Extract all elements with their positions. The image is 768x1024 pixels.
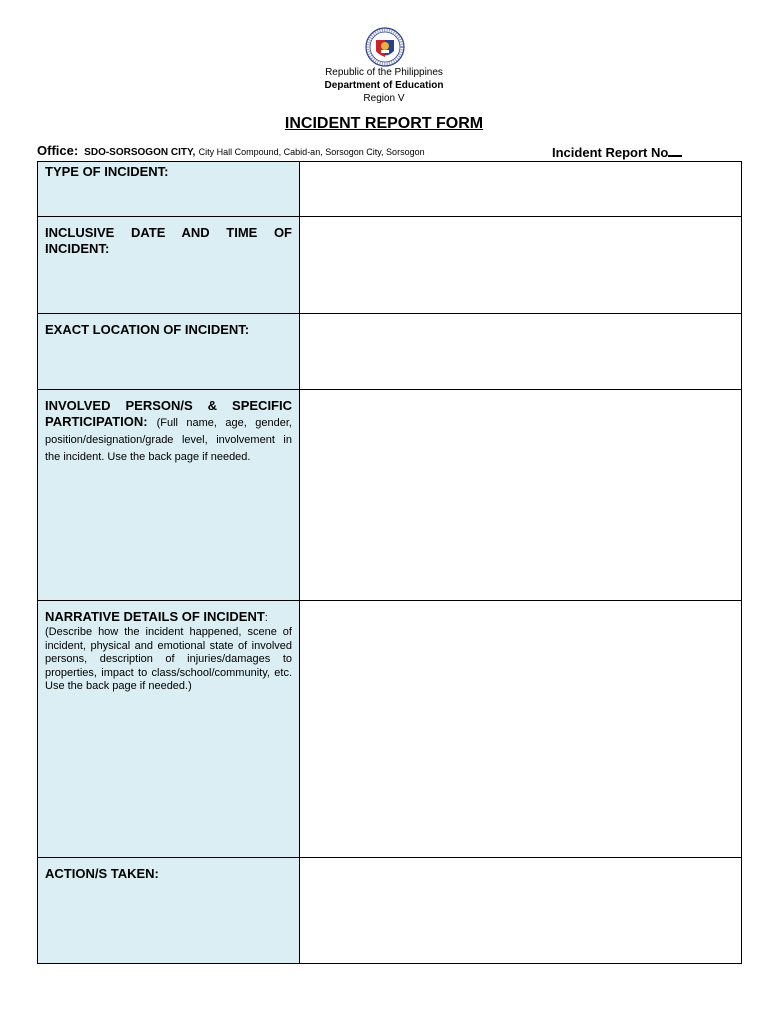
office-name: SDO-SORSOGON CITY, (84, 147, 196, 158)
report-no-blank[interactable] (668, 143, 682, 157)
actions-taken-field[interactable] (300, 858, 742, 964)
exact-location-label: EXACT LOCATION OF INCIDENT: (45, 322, 250, 337)
incident-report-number (552, 143, 682, 161)
report-no-label: Incident Report No (552, 145, 669, 160)
location-label-cell (38, 314, 300, 390)
narrative-label-cell (38, 601, 300, 858)
deped-seal-icon (360, 27, 410, 67)
form-row-involved (38, 390, 742, 601)
date-time-field[interactable] (300, 217, 742, 314)
narrative-details-colon: : (264, 612, 268, 624)
date-label-cell (38, 217, 300, 314)
type-of-incident-field[interactable] (300, 162, 742, 217)
type-of-incident-label: TYPE OF INCIDENT: (45, 164, 169, 179)
date-time-label: INCLUSIVE DATE AND TIME OF INCIDENT: (45, 225, 292, 256)
narrative-details-description: (Describe how the incident happened, scene of incident, physical and emotional state of involved persons, description of injuries/damages to properties, impact to class/school/community, etc. Use the back page if needed.) (45, 626, 292, 692)
form-row-location (38, 314, 742, 390)
involved-persons-field[interactable] (300, 390, 742, 601)
narrative-details-label (45, 609, 292, 626)
involved-persons-label (45, 398, 292, 465)
involved-label-cell (38, 390, 300, 601)
action-label-cell (38, 858, 300, 964)
actions-taken-label: ACTION/S TAKEN: (45, 866, 159, 881)
type-label-cell (38, 162, 300, 217)
narrative-details-title: NARRATIVE DETAILS OF INCIDENT (45, 609, 265, 624)
incident-form-table (37, 161, 742, 964)
form-row-action (38, 858, 742, 964)
involved-persons-description: (Full name, age, gender, position/designation/grade level, involvement in the incident. Use the back page if needed. (45, 417, 292, 463)
header-department: Department of Education (324, 80, 444, 91)
header-region: Region V (363, 93, 405, 104)
office-label: Office: (37, 143, 79, 158)
form-title: INCIDENT REPORT FORM (284, 115, 484, 132)
narrative-details-field[interactable] (300, 601, 742, 858)
office-address: City Hall Compound, Cabid-an, Sorsogon City, Sorsogon (198, 147, 425, 157)
involved-persons-title: INVOLVED PERSON/S & SPECIFIC PARTICIPATION: (45, 398, 292, 429)
header-republic: Republic of the Philippines (325, 67, 443, 78)
office-line (37, 143, 425, 161)
form-row-type (38, 162, 742, 217)
form-row-narrative (38, 601, 742, 858)
exact-location-field[interactable] (300, 314, 742, 390)
form-row-date (38, 217, 742, 314)
